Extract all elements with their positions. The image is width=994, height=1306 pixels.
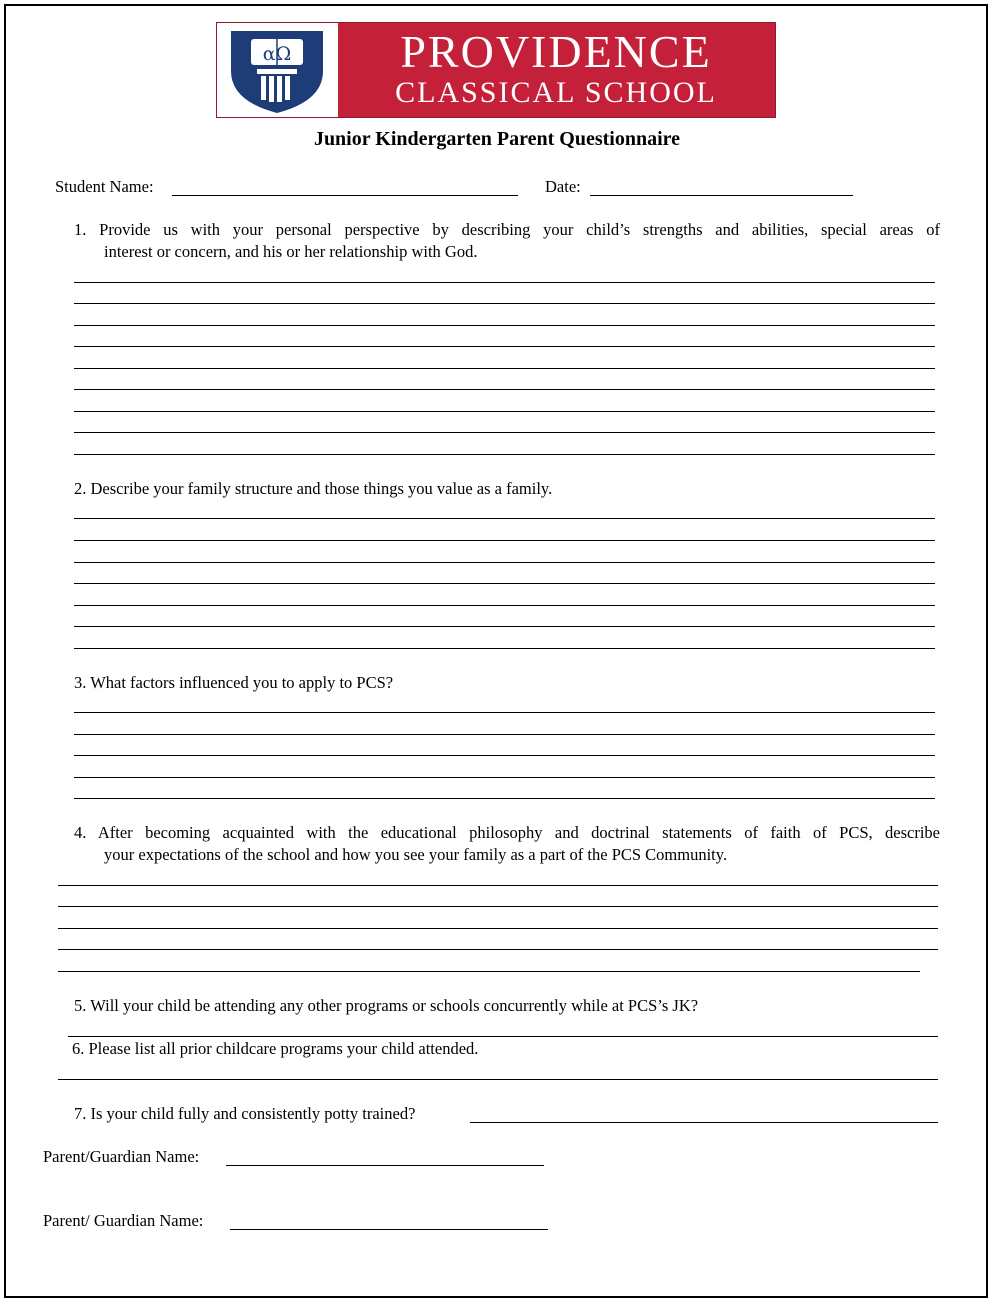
parent-1-name-label: Parent/Guardian Name: [43,1147,200,1166]
answer-line[interactable] [58,885,938,886]
logo-name-line1: PROVIDENCE [400,26,712,77]
answer-line[interactable] [74,626,935,627]
shield-icon [217,23,338,117]
question-4-text-cont: your expectations of the school and how you see your family as a part of the PCS Community. [104,845,728,864]
alpha-omega-text: αΩ [262,43,292,65]
date-label: Date: [545,177,581,196]
question-5-text: 5. Will your child be attending any other programs or schools concurrently while at PCS’s JK? [74,996,699,1015]
form-title: Junior Kindergarten Parent Questionnaire [313,128,681,150]
answer-line[interactable] [74,648,935,649]
school-logo [216,22,776,118]
answer-line[interactable] [58,928,938,929]
question-6-text: 6. Please list all prior childcare programs your child attended. [72,1039,479,1058]
question-1-text: 1. Provide us with your personal perspective by describing your child’s strengths and abilities, special areas of [74,220,940,239]
answer-line[interactable] [58,949,938,950]
answer-line[interactable] [74,346,935,347]
answer-line[interactable] [74,777,935,778]
question-5-answer-line[interactable] [68,1036,938,1037]
answer-line[interactable] [74,583,935,584]
question-7-text: 7. Is your child fully and consistently potty trained? [74,1104,416,1123]
answer-line[interactable] [74,432,935,433]
answer-line[interactable] [74,368,935,369]
question-7-answer-line[interactable] [470,1122,938,1123]
answer-line[interactable] [74,454,935,455]
parent-2-name-label: Parent/ Guardian Name: [43,1211,204,1230]
question-1-text-cont: interest or concern, and his or her relationship with God. [104,242,478,261]
question-3-text: 3. What factors influenced you to apply to PCS? [74,673,394,692]
answer-line[interactable] [74,755,935,756]
answer-line[interactable] [74,540,935,541]
parent-2-name-field[interactable] [230,1229,548,1230]
question-4-text: 4. After becoming acquainted with the educational philosophy and doctrinal statements of faith of PCS, describe [74,823,940,842]
answer-line[interactable] [74,798,935,799]
answer-line[interactable] [74,325,935,326]
answer-line[interactable] [74,411,935,412]
answer-line[interactable] [74,734,935,735]
question-6-answer-line[interactable] [58,1079,938,1080]
answer-line[interactable] [74,389,935,390]
answer-line[interactable] [74,518,935,519]
parent-1-name-field[interactable] [226,1165,544,1166]
answer-line[interactable] [74,605,935,606]
question-2-text: 2. Describe your family structure and those things you value as a family. [74,479,553,498]
answer-line[interactable] [74,712,935,713]
logo-name-line2: CLASSICAL SCHOOL [395,76,717,109]
answer-line[interactable] [74,303,935,304]
student-name-label: Student Name: [55,177,154,196]
student-name-field[interactable] [172,195,518,196]
logo-emblem-panel [217,23,338,117]
answer-line[interactable] [74,562,935,563]
answer-line[interactable] [58,906,938,907]
date-field[interactable] [590,195,853,196]
answer-line[interactable] [58,971,920,972]
answer-line[interactable] [74,282,935,283]
